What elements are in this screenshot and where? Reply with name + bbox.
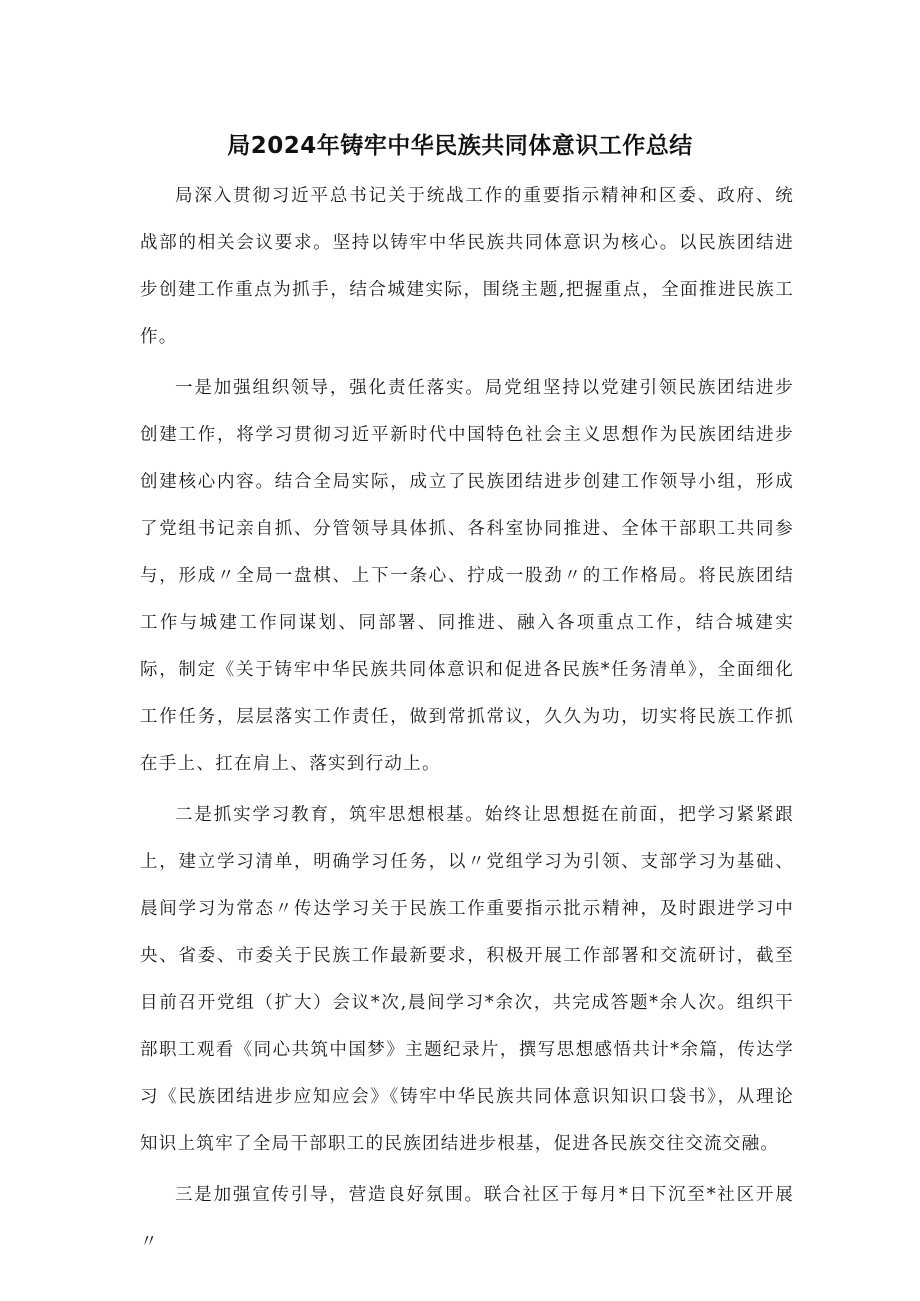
paragraph-publicity-guidance: 三是加强宣传引导，营造良好氛围。联合社区于每月*日下沉至*社区开展〃 <box>140 1185 794 1252</box>
paragraph-organization-leadership: 一是加强组织领导，强化责任落实。局党组坚持以党建引领民族团结进步创建工作，将学习贯彻习近平新时代中国特色社会主义思想作为民族团结进步创建核心内容。结合全局实际，成立了民族团结进步创建工作领导小组，形成了党组书记亲自抓、分管领导具体抓、各科室协同推进、全体干部职工共同参与，形成〃全局一盘棋、上下一条心、拧成一股劲〃的工作格局。将民族团结工作与城建工作同谋划、同部署、同推进、融入各项重点工作，结合城建实际，制定《关于铸牢中华民族共同体意识和促进各民族*任务清单》，全面细化工作任务，层层落实工作责任，做到常抓常议，久久为功，切实将民族工作抓在手上、扛在肩上、落实到行动上。 <box>140 378 794 774</box>
paragraph-study-education: 二是抓实学习教育，筑牢思想根基。始终让思想挺在前面，把学习紧紧跟上，建立学习清单，明确学习任务，以〃党组学习为引领、支部学习为基础、晨间学习为常态〃传达学习关于民族工作重要指示批示精神，及时跟进学习中央、省委、市委关于民族工作最新要求，积极开展工作部署和交流研讨，截至目前召开党组（扩大）会议*次,晨间学习*余次，共完成答题*余人次。组织干部职工观看《同心共筑中国梦》主题纪录片，撰写思想感悟共计*余篇，传达学习《民族团结进步应知应会》《铸牢中华民族共同体意识知识口袋书》，从理论知识上筑牢了全局干部职工的民族团结进步根基，促进各民族交往交流交融。 <box>140 805 794 1154</box>
document-body <box>140 173 794 1266</box>
document-title: 局2024年铸牢中华民族共同体意识工作总结 <box>227 133 693 159</box>
paragraph-intro: 局深入贯彻习近平总书记关于统战工作的重要指示精神和区委、政府、统战部的相关会议要求。坚持以铸牢中华民族共同体意识为核心。以民族团结进步创建工作重点为抓手，结合城建实际，围绕主题,把握重点，全面推进民族工作。 <box>140 186 794 347</box>
